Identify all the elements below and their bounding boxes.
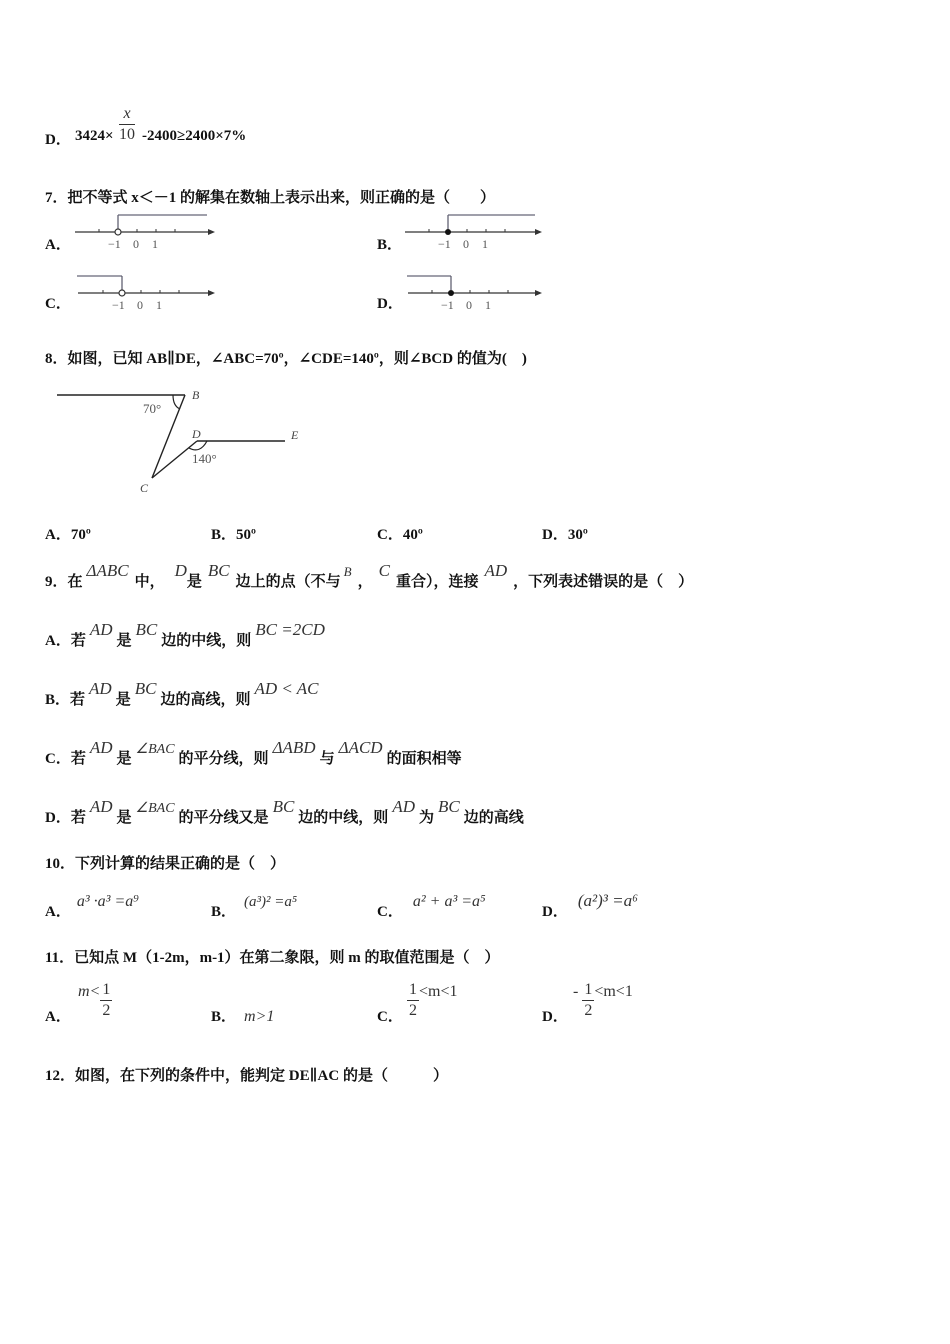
expr-prefix: 3424×: [75, 128, 114, 144]
q11-option-a-expr: m< $\frac{1}{2}$: [78, 981, 111, 1019]
q10-option-c: C．a² + a³ =a⁵: [377, 893, 486, 920]
q7-option-b-label: B．: [377, 237, 403, 253]
q8-option-b: B．50º: [211, 527, 256, 543]
svg-text:−1: −1: [112, 298, 125, 312]
svg-text:0: 0: [463, 237, 469, 251]
q8-option-c: C．40º: [377, 527, 423, 543]
q11-option-b: B． m>1: [211, 1008, 275, 1025]
q10-option-b: B．(a³)² =a⁵: [211, 894, 298, 920]
question-10-stem: 10．下列计算的结果正确的是（ ）: [45, 856, 286, 872]
q10-option-a: A．a³ ·a³ =a⁹: [45, 893, 139, 920]
svg-text:D: D: [192, 427, 201, 441]
option-label: D．: [45, 132, 71, 148]
svg-text:−1: −1: [441, 298, 454, 312]
svg-text:E: E: [291, 428, 299, 442]
question-7-stem: 7．把不等式 x＜－1 的解集在数轴上表示出来，则正确的是（ ）: [45, 190, 496, 206]
svg-text:1: 1: [485, 298, 491, 312]
svg-text:0: 0: [137, 298, 143, 312]
question-8-stem: 8．如图，已知 AB∥DE，∠ABC=70º，∠CDE=140º，则∠BCD 的值为( ): [45, 351, 527, 367]
q11-option-d-label: D．: [542, 1009, 568, 1025]
q7-option-c-label: C．: [45, 296, 71, 312]
q11-option-a-label: A．: [45, 1009, 71, 1025]
q10-option-d: D．(a²)³ =a⁶: [542, 891, 638, 920]
expr-suffix: -2400≥2400×7%: [142, 128, 247, 144]
svg-text:70°: 70°: [143, 401, 162, 416]
svg-text:140°: 140°: [192, 451, 217, 466]
q9-option-b: B．若AD是BC边的高线，则AD < AC: [45, 679, 319, 708]
svg-text:−1: −1: [108, 237, 121, 251]
number-line-c: [75, 272, 220, 312]
svg-text:1: 1: [482, 237, 488, 251]
q11-option-d-expr: - $\frac{1}{2}$ <m<1: [573, 981, 633, 1019]
svg-text:−1: −1: [438, 237, 451, 251]
svg-text:0: 0: [466, 298, 472, 312]
question-9-stem: 9．在ΔABC中，D是BC边上的点（不与B，C重合），连接AD，下列表述错误的是（ ）: [45, 561, 694, 590]
svg-text:B: B: [192, 388, 200, 402]
q11-option-c-label: C．: [377, 1009, 403, 1025]
number-line-b: [402, 212, 547, 252]
number-line-d: [405, 272, 550, 312]
q9-option-a: A．若AD是BC边的中线，则BC =2CD: [45, 620, 325, 649]
svg-text:C: C: [140, 481, 149, 495]
q8-option-a: A．70º: [45, 527, 91, 543]
fraction: $\frac{x}{10}$: [119, 105, 135, 143]
q9-option-d: D．若AD是∠BAC的平分线又是BC边的中线，则AD为BC边的高线: [45, 797, 524, 826]
question-12-stem: 12．如图，在下列的条件中，能判定 DE∥AC 的是（ ）: [45, 1068, 448, 1084]
question-11-stem: 11．已知点 M（1-2m，m-1）在第二象限，则 m 的取值范围是（ ）: [45, 950, 500, 966]
q8-option-d: D．30º: [542, 527, 588, 543]
q8-geometry-figure: [55, 382, 315, 497]
number-line-a: [70, 212, 215, 252]
svg-text:1: 1: [156, 298, 162, 312]
q11-option-c-expr: $\frac{1}{2}$ <m<1: [409, 981, 458, 1019]
q9-option-c: C．若AD是∠BAC的平分线，则ΔABD与ΔACD的面积相等: [45, 738, 462, 767]
svg-text:0: 0: [133, 237, 139, 251]
q7-option-a-label: A．: [45, 237, 71, 253]
q7-option-d-label: D．: [377, 296, 403, 312]
svg-text:1: 1: [152, 237, 158, 251]
